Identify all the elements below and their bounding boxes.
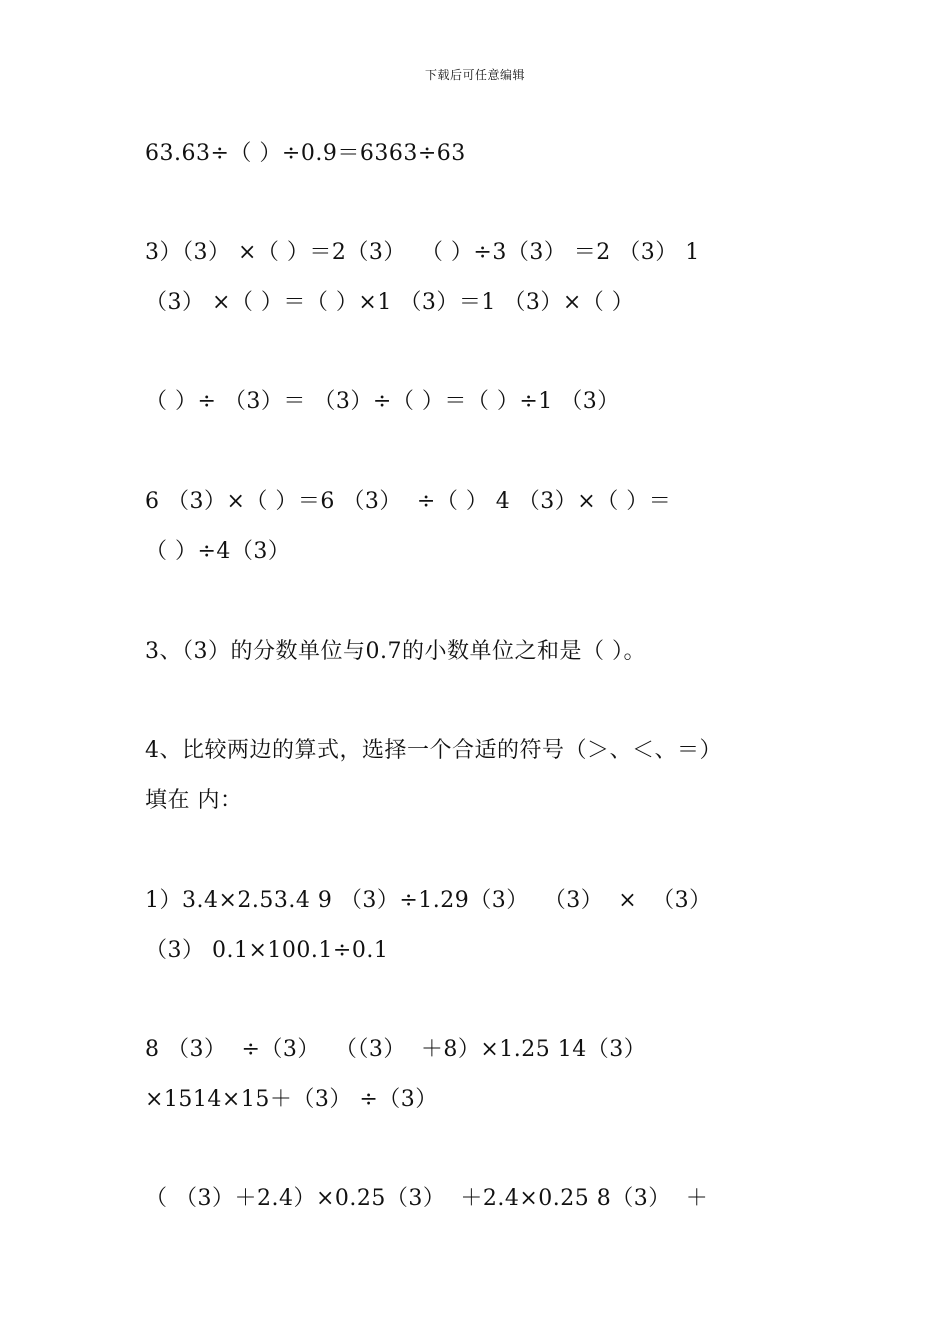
page-header: 下载后可任意编辑 — [424, 68, 525, 82]
text-line: 8 （3） ÷（3） （（3） ＋8）×1.25 14（3） — [145, 1037, 647, 1062]
text-line: 4、比较两边的算式，选择一个合适的符号（＞、＜、＝） — [145, 738, 722, 763]
text-line: ×1514×15＋（3） ÷（3） — [145, 1087, 438, 1112]
text-line: （ ）÷ （3）＝ （3）÷（ ）＝（ ）÷1 （3） — [145, 389, 620, 414]
text-line: 1）3.4×2.53.4 9 （3）÷1.29（3） （3） × （3） — [145, 888, 712, 913]
text-line: 3）（3） ×（ ）＝2（3） （ ）÷3（3） ＝2 （3） 1 — [145, 240, 700, 265]
text-line: （ ）÷4（3） — [145, 539, 291, 564]
text-line: 填在 内： — [145, 788, 243, 813]
text-line: （ （3）＋2.4）×0.25（3） ＋2.4×0.25 8（3） ＋ — [145, 1186, 709, 1211]
text-line: 3、（3）的分数单位与0.7的小数单位之和是（ ）。 — [145, 639, 646, 664]
text-line: （3） 0.1×100.1÷0.1 — [145, 938, 389, 963]
text-line: 6 （3）×（ ）＝6 （3） ÷（ ） 4 （3）×（ ）＝ — [145, 489, 672, 514]
text-line: 63.63÷（ ）÷0.9＝6363÷63 — [145, 141, 466, 166]
text-line: （3） ×（ ）＝（ ）×1 （3）＝1 （3）×（ ） — [145, 290, 635, 315]
